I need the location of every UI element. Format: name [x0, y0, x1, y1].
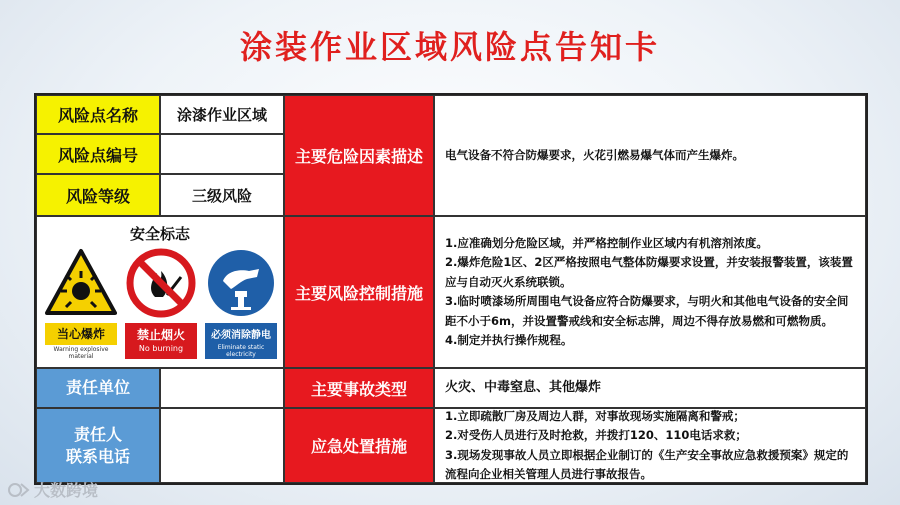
risk-level-label: 风险等级 — [36, 174, 160, 216]
control-measures — [434, 216, 866, 368]
responsible-unit-value — [160, 368, 284, 408]
sign-no-fire — [125, 247, 197, 359]
sign-no-fire-sub: No burning — [138, 344, 184, 353]
sign-explosion-sub: Warning explosive material — [53, 346, 109, 360]
no-fire-icon — [125, 247, 197, 319]
sign-explosion — [45, 247, 117, 359]
responsible-person-label — [36, 408, 160, 483]
emergency-item: 1.立即疏散厂房及周边人群，对事故现场实施隔离和警戒； — [445, 408, 745, 423]
hazard-description: 电气设备不符合防爆要求，火花引燃易爆气体而产生爆炸。 — [434, 95, 866, 216]
risk-level-value: 三级风险 — [160, 174, 284, 216]
watermark — [8, 478, 98, 501]
watermark-text: 大数跨境 — [34, 481, 99, 500]
risk-number-label: 风险点编号 — [36, 134, 160, 174]
hazard-label: 主要危险因素描述 — [284, 95, 434, 216]
sign-static-sub: Eliminate static electricity — [217, 344, 265, 358]
control-item: 4.制定并执行操作规程。 — [445, 333, 573, 347]
brand-logo-icon — [8, 481, 30, 499]
risk-name-label: 风险点名称 — [36, 95, 160, 134]
responsible-person-value — [160, 408, 284, 483]
control-item: 1.应准确划分危险区域，并严格控制作业区域内有机溶剂浓度。 — [445, 235, 768, 250]
control-item: 2.爆炸危险1区、2区严格按照电气整体防爆要求设置，并安装报警装置，该装置应与自动灭火系统联锁。 — [445, 255, 853, 289]
emergency-item: 2.对受伤人员进行及时抢救，并拨打120、110电话求救； — [445, 428, 747, 442]
sign-no-fire-label: 禁止烟火 — [136, 328, 185, 342]
contact-phone-text: 联系电话 — [65, 446, 130, 466]
sign-static — [205, 247, 277, 359]
explosion-warning-icon — [45, 247, 117, 319]
risk-number-value — [160, 134, 284, 174]
sign-explosion-label: 当心爆炸 — [56, 327, 105, 341]
sign-static-label: 必须消除静电 — [211, 330, 271, 341]
page-title: 涂装作业区域风险点告知卡 — [239, 28, 660, 66]
control-item: 3.临时喷漆场所周围电气设备应符合防爆要求，与明火和其他电气设备的安全间距不小于6m，并设置警戒线和安全标志牌，周边不得存放易燃和可燃物质。 — [445, 294, 849, 328]
accident-type-value: 火灾、中毒窒息、其他爆炸 — [434, 368, 866, 408]
control-label: 主要风险控制措施 — [284, 216, 434, 368]
emergency-item: 3.现场发现事故人员立即根据企业制订的《生产安全事故应急救援预案》规定的流程向企业相关管理人员进行事故报告。 — [445, 447, 849, 481]
accident-type-label: 主要事故类型 — [284, 368, 434, 408]
responsible-person-text: 责任人 — [73, 424, 122, 444]
safety-signs-title: 安全标志 — [129, 225, 190, 243]
eliminate-static-icon — [205, 247, 277, 319]
safety-signs-panel — [36, 216, 284, 368]
responsible-unit-label: 责任单位 — [36, 368, 160, 408]
risk-notice-card — [34, 93, 868, 485]
risk-name-value: 涂漆作业区域 — [160, 95, 284, 134]
emergency-label: 应急处置措施 — [284, 408, 434, 483]
emergency-measures — [434, 408, 866, 483]
